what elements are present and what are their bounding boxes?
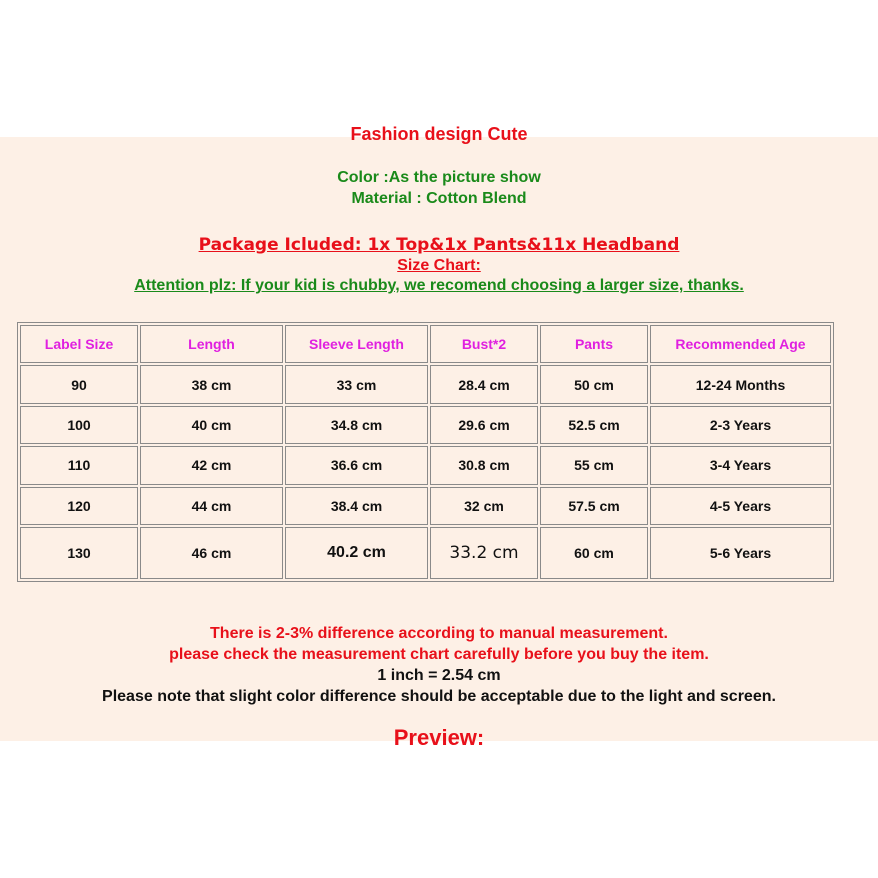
cell-pants: 57.5 cm: [540, 487, 648, 525]
cell-recommended-age: 2-3 Years: [650, 406, 831, 444]
size-chart-table: [17, 322, 834, 582]
cell-label-size: 130: [20, 527, 138, 579]
product-description-panel: [0, 124, 878, 750]
cell-sleeve-length: 38.4 cm: [285, 487, 428, 525]
difference-note: There is 2-3% difference according to manual measurement.: [210, 625, 668, 642]
cell-label-size: 100: [20, 406, 138, 444]
header-length: Length: [140, 325, 283, 363]
table-row: [20, 527, 831, 579]
cell-bust: 32 cm: [430, 487, 538, 525]
cell-pants: 52.5 cm: [540, 406, 648, 444]
cell-length: 46 cm: [140, 527, 283, 579]
cell-recommended-age: 3-4 Years: [650, 446, 831, 484]
cell-label-size: 110: [20, 446, 138, 484]
header-bust: Bust*2: [430, 325, 538, 363]
cell-bust: 33.2 cm: [430, 527, 538, 579]
table-row: [20, 487, 831, 525]
cell-sleeve-length: 34.8 cm: [285, 406, 428, 444]
cell-bust: 28.4 cm: [430, 365, 538, 403]
title-partial: Fashion design Cute: [350, 124, 528, 144]
cell-pants: 50 cm: [540, 365, 648, 403]
inch-conversion: 1 inch = 2.54 cm: [377, 667, 501, 684]
cell-length: 42 cm: [140, 446, 283, 484]
table-row: [20, 365, 831, 403]
cell-pants: 55 cm: [540, 446, 648, 484]
cell-recommended-age: 5-6 Years: [650, 527, 831, 579]
color-difference-note: Please note that slight color difference should be acceptable due to the light and screen.: [102, 688, 776, 705]
header-pants: Pants: [540, 325, 648, 363]
header-recommended-age: Recommended Age: [650, 325, 831, 363]
cell-recommended-age: 12-24 Months: [650, 365, 831, 403]
cell-length: 40 cm: [140, 406, 283, 444]
header-sleeve-length: Sleeve Length: [285, 325, 428, 363]
cell-sleeve-length: 40.2 cm: [285, 527, 428, 579]
preview-heading-partial: Preview:: [393, 725, 485, 750]
size-chart-heading: Size Chart:: [397, 257, 481, 274]
cell-pants: 60 cm: [540, 527, 648, 579]
cell-label-size: 120: [20, 487, 138, 525]
attention-line: Attention plz: If your kid is chubby, we recomend choosing a larger size, thanks.: [134, 277, 744, 294]
table-header-row: [20, 325, 831, 363]
header-label-size: Label Size: [20, 325, 138, 363]
cell-length: 44 cm: [140, 487, 283, 525]
table-row: [20, 406, 831, 444]
cell-bust: 30.8 cm: [430, 446, 538, 484]
cell-label-size: 90: [20, 365, 138, 403]
color-line: Color :As the picture show: [337, 169, 541, 186]
cell-length: 38 cm: [140, 365, 283, 403]
package-line: Package Icluded: 1x Top&1x Pants&11x Headband: [198, 235, 680, 255]
cell-bust: 29.6 cm: [430, 406, 538, 444]
material-line: Material : Cotton Blend: [351, 190, 527, 207]
check-chart-note: please check the measurement chart carefully before you buy the item.: [169, 646, 709, 663]
table-row: [20, 446, 831, 484]
cell-recommended-age: 4-5 Years: [650, 487, 831, 525]
cell-sleeve-length: 33 cm: [285, 365, 428, 403]
cell-sleeve-length: 36.6 cm: [285, 446, 428, 484]
